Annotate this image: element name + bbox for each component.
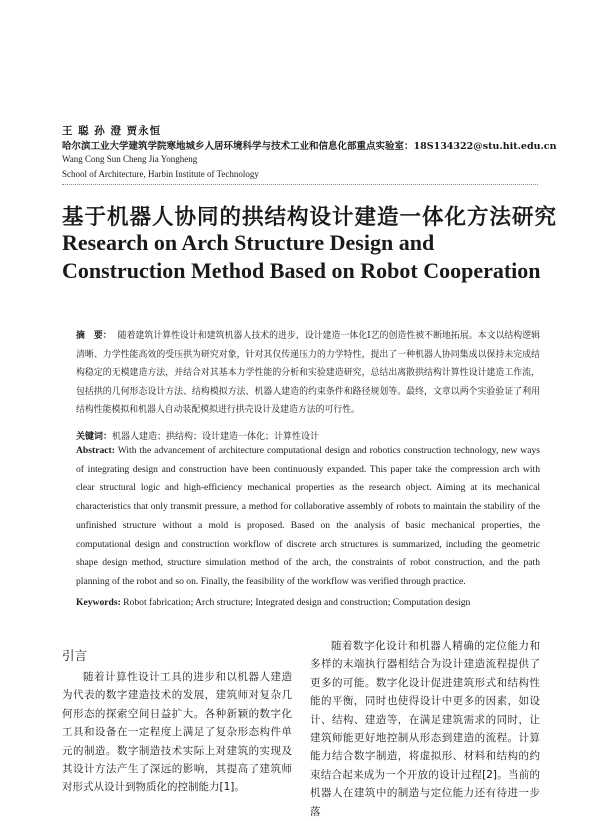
abstract-cn-text: 随着建筑计算性设计和建筑机器人技术的进步，设计建造一体化Ⅰ艺的创造性被不断地拓展。本文以结构逻辑清晰、力学性能高效的受压拱为研究对象，针对其仅传递压力的力学特性，提出了一种机器人协同集成以保持未完成结构稳定的无模建造方法，并结合对其基本力学性能的分析和实验建造研究，总结出离散拱结构计算性设计建造工作流，包括拱的几何形态设计方法、结构模拟方法、机器人建造的约束条件和路径规划等。最终，文章以两个实验验证了利用结构性能模拟和机器人自动装配模拟进行拱壳设计及建造方法的可行性。 <box>76 331 540 416</box>
intro-left-column: 随着计算性设计工具的进步和以机器人建造为代表的数字建造技术的发展，建筑师对复杂几何形态的探索空间日益扩大。各种新颖的数字化工具和设备在一定程度上满足了复杂形态构件单元的制造。数字制造技术实际上对建筑的实现及其设计方法产生了深远的影响，其提高了建筑师对形式从设计到物质化的控制能力[1]。 <box>62 671 292 794</box>
abstract-en-label: Abstract: <box>76 445 115 456</box>
abstract-en-text: With the advancement of architecture computational design and robotics construction technology, new ways of integrating design and construction have been continuously expanded. This paper take the compression arch with clear structural logic and high-efficiency mechanical properties as the research object. Aiming at its mechanical characteristics that only transmit pressure, a method for collaborative assembly of robots to maintain the stability of the unfinished structure without a mold is proposed. Based on the analysis of basic mechanical properties, the computational design and construction workflow of discrete arch structures is summarized, including the geometric shape design method, structure simulation method of the arch, the constraints of robot construction, and the path planning of the robot and so on. Finally, the feasibility of the workflow was verified through practice. <box>76 445 541 587</box>
title-cn: 基于机器人协同的拱结构设计建造一体化方法研究 <box>62 205 558 230</box>
abstract-cn-label: 摘 要： <box>76 331 112 341</box>
section-heading: 引言 <box>62 648 88 663</box>
intro-right-column: 随着数字化设计和机器人精确的定位能力和多样的末端执行器相结合为设计建造流程提供了更多的可能。数字化设计促进建筑形式和结构性能的平衡，同时也使得设计中更多的因素，如设计、结构、建造等，在满足建筑需求的同时，让建筑师能更好地控制从形态到建造的流程。计算能力结合数字制造，将虚拟形、材料和结构的约束结合起来成为一个开放的设计过程[2]。当前的机器人在建筑中的制造与定位能力还有待进一步落 <box>310 640 540 818</box>
keywords-en-text: Robot fabrication; Arch structure; Integrated design and construction; Computation design <box>123 597 471 608</box>
authors-cn: 王 聪 孙 澄 贾永恒 <box>62 125 162 137</box>
title-en: Research on Arch Structure Design and Construction Method Based on Robot Cooperation <box>62 230 541 283</box>
affiliation-en: School of Architecture, Harbin Institute of Technology <box>62 169 259 179</box>
keywords-cn-label: 关键词： <box>76 432 113 442</box>
affiliation-cn: 哈尔滨工业大学建筑学院寒地城乡人居环境科学与技术工业和信息化部重点实验室：18S134322@stu.hit.edu.cn <box>62 141 557 152</box>
authors-en: Wang Cong Sun Cheng Jia Yongheng <box>62 154 198 164</box>
separator-rule <box>62 184 538 185</box>
keywords-en-label: Keywords: <box>76 597 121 608</box>
keywords-en <box>76 594 540 613</box>
abstract-cn <box>76 327 540 420</box>
keywords-cn-text: 机器人建造；拱结构；设计建造一体化；计算性设计 <box>112 432 320 442</box>
abstract-en <box>76 442 540 592</box>
